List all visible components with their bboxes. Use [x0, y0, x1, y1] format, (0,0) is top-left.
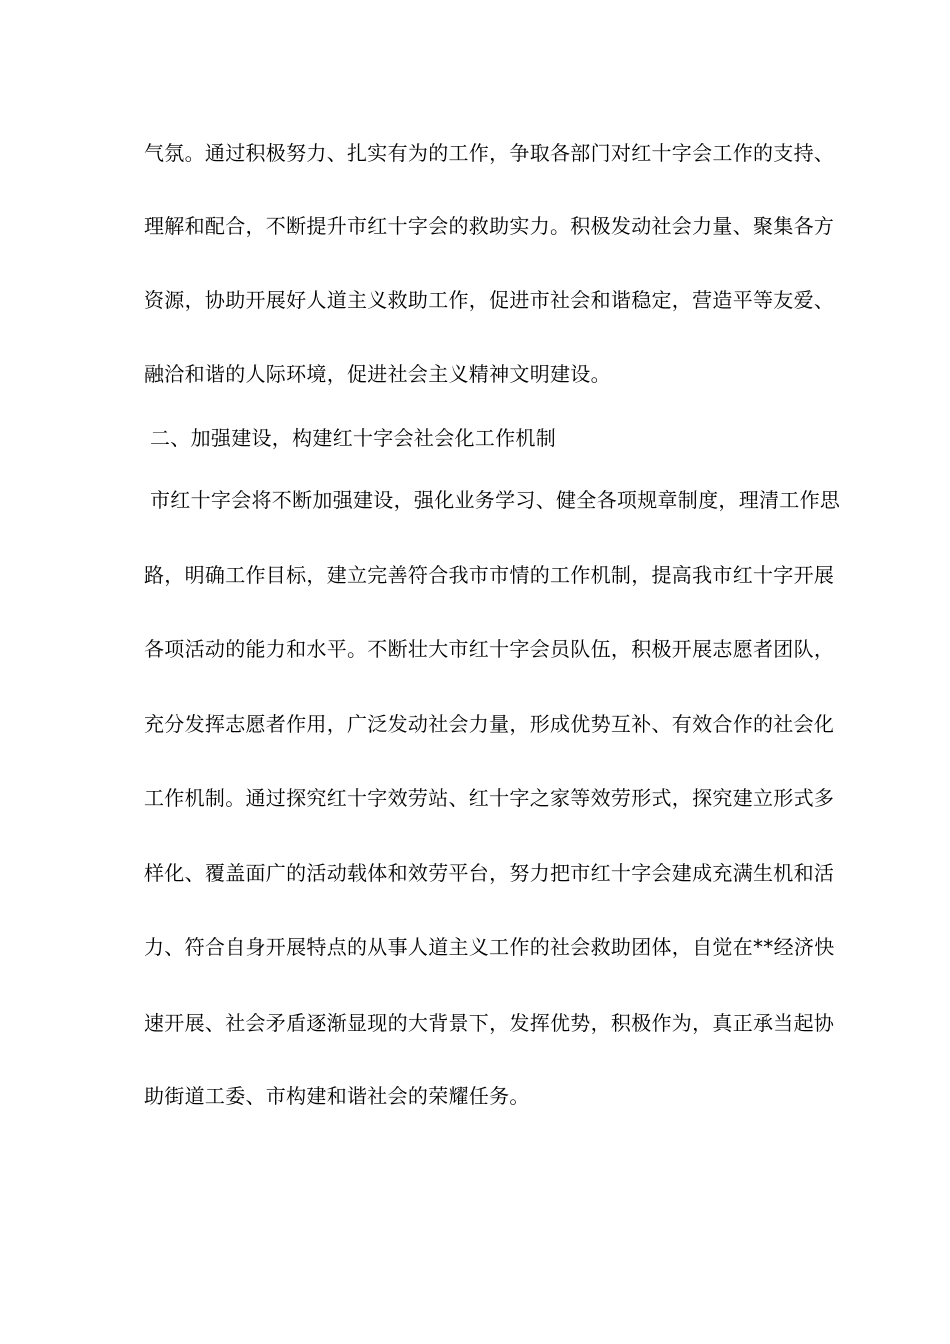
paragraph-line: 融洽和谐的人际环境，促进社会主义精神文明建设。: [144, 362, 611, 386]
paragraph-line: 充分发挥志愿者作用，广泛发动社会力量，形成优势互补、有效合作的社会化: [144, 712, 835, 736]
paragraph-line: 路，明确工作目标，建立完善符合我市市情的工作机制，提高我市红十字开展: [144, 563, 835, 587]
paragraph-line: 工作机制。通过探究红十字效劳站、红十字之家等效劳形式，探究建立形式多: [144, 786, 835, 810]
paragraph-line: 理解和配合，不断提升市红十字会的救助实力。积极发动社会力量、聚集各方: [144, 214, 835, 238]
paragraph-line: 样化、覆盖面广的活动载体和效劳平台，努力把市红十字会建成充满生机和活: [144, 861, 835, 885]
section-heading: 二、加强建设，构建红十字会社会化工作机制: [150, 426, 556, 450]
paragraph-line: 助街道工委、市构建和谐社会的荣耀任务。: [144, 1084, 530, 1108]
paragraph-line: 力、符合自身开展特点的从事人道主义工作的社会救助团体，自觉在**经济快: [144, 935, 835, 959]
paragraph-line: 市红十字会将不断加强建设，强化业务学习、健全各项规章制度，理清工作思: [150, 488, 841, 512]
paragraph-line: 各项活动的能力和水平。不断壮大市红十字会员队伍，积极开展志愿者团队，: [144, 637, 835, 661]
paragraph-line: 资源，协助开展好人道主义救助工作，促进市社会和谐稳定，营造平等友爱、: [144, 288, 835, 312]
paragraph-line: 速开展、社会矛盾逐渐显现的大背景下，发挥优势，积极作为，真正承当起协: [144, 1011, 835, 1035]
paragraph-line: 气氛。通过积极努力、扎实有为的工作，争取各部门对红十字会工作的支持、: [144, 141, 835, 165]
